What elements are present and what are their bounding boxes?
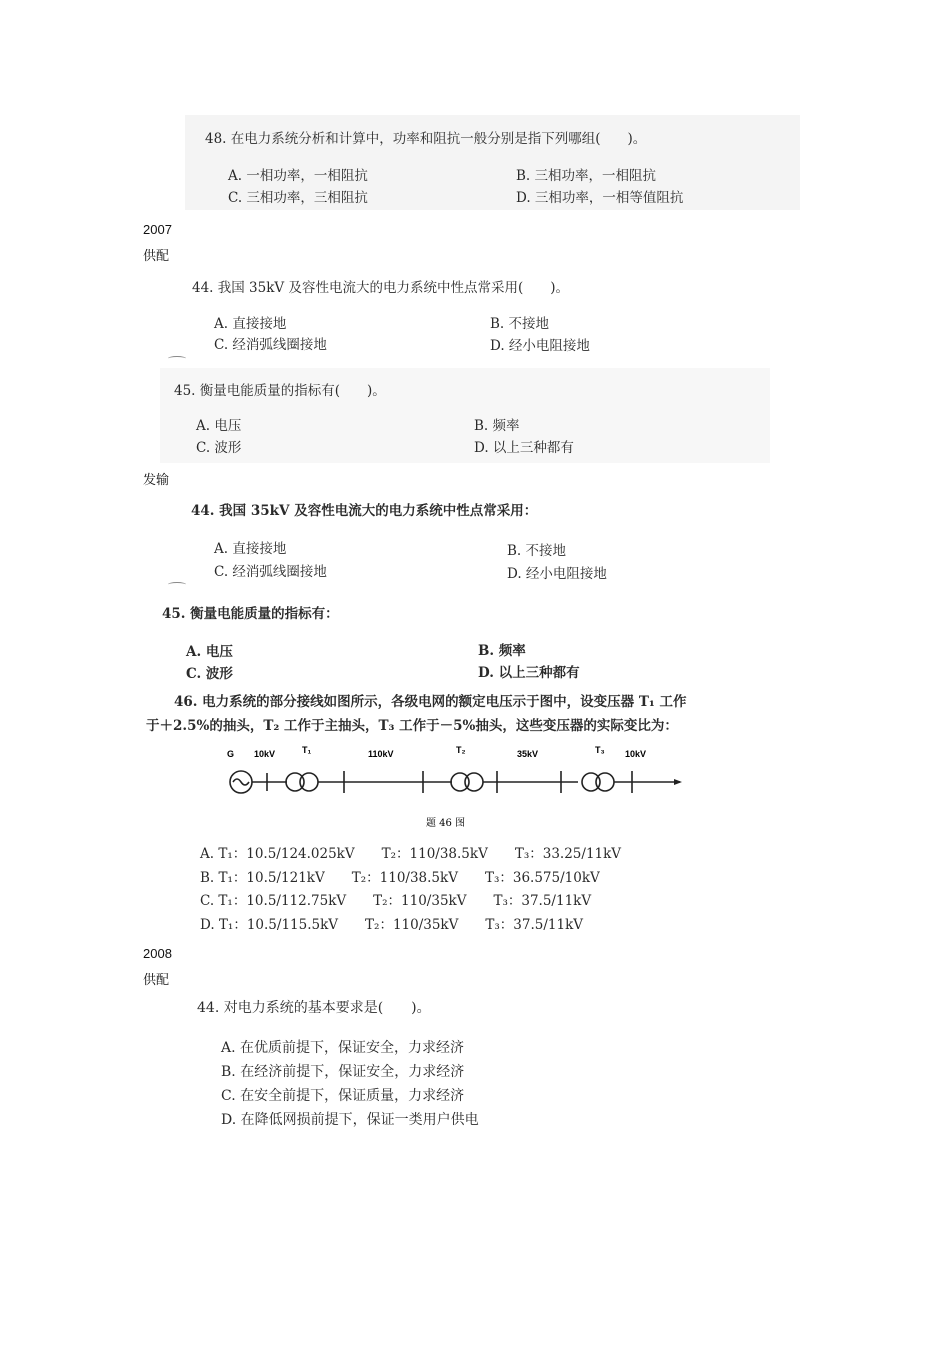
transformer-t1-winding — [300, 773, 318, 791]
question-45: 45. 衡量电能质量的指标有( )。 — [174, 383, 386, 399]
option-b: B. 频率 — [478, 643, 526, 659]
option-d: D. 经小电阻接地 — [490, 338, 590, 354]
question-45: 45. 衡量电能质量的指标有： — [162, 606, 339, 622]
transformer-t2-label: T₂ — [456, 745, 466, 755]
transformer-t3-winding — [596, 773, 614, 791]
option-b: B. 不接地 — [490, 316, 550, 332]
section-label: 供配 — [143, 972, 170, 987]
year-label: 2007 — [143, 222, 172, 237]
question-44: 44. 我国 35kV 及容性电流大的电力系统中性点常采用： — [191, 503, 538, 519]
option-a: A. 电压 — [196, 418, 242, 434]
option-d: D. 经小电阻接地 — [507, 566, 607, 582]
transformer-t1-label: T₁ — [302, 745, 312, 755]
option-a: A. 电压 — [186, 644, 233, 660]
option-c: C. 经消弧线圈接地 — [214, 337, 327, 353]
option-d: D. 在降低网损前提下，保证一类用户供电 — [221, 1112, 479, 1128]
option-a: A. T₁：10.5/124.025kV T₂：110/38.5kV T₃：33.25/11kV — [200, 846, 622, 862]
option-c: C. 波形 — [186, 666, 233, 682]
transformer-t3-winding — [582, 773, 600, 791]
voltage-label-110kv: 110kV — [368, 749, 394, 759]
transformer-t3-label: T₃ — [595, 745, 605, 755]
option-a: A. 一相功率，一相阻抗 — [228, 168, 368, 184]
voltage-label-10kv: 10kV — [254, 749, 276, 759]
option-d: D. 三相功率，一相等值阻抗 — [516, 190, 684, 206]
option-b: B. 频率 — [474, 418, 520, 434]
option-a: A. 直接接地 — [214, 541, 287, 557]
year-label: 2008 — [143, 946, 172, 961]
option-b: B. 在经济前提下，保证安全，力求经济 — [221, 1064, 465, 1080]
generator-sine-icon — [233, 779, 249, 785]
option-a: A. 在优质前提下，保证安全，力求经济 — [221, 1040, 465, 1056]
option-c: C. 经消弧线圈接地 — [214, 564, 327, 580]
question-44: 44. 我国 35kV 及容性电流大的电力系统中性点常采用( )。 — [192, 280, 569, 296]
arrow-icon — [674, 779, 682, 785]
section-label: 发输 — [143, 472, 170, 487]
option-b: B. 不接地 — [507, 543, 567, 559]
option-b: B. T₁：10.5/121kV T₂：110/38.5kV T₃：36.575/10kV — [200, 870, 600, 886]
option-d: D. 以上三种都有 — [478, 665, 580, 681]
transformer-t2-winding — [451, 773, 469, 791]
voltage-label-35kv: 35kV — [517, 749, 539, 759]
question-46-line1: 46. 电力系统的部分接线如图所示，各级电网的额定电压示于图中，设变压器 T₁ 工作 — [174, 694, 687, 710]
wiring-diagram — [220, 742, 690, 832]
figure-caption: 题 46 图 — [426, 818, 466, 829]
option-c: C. 三相功率，三相阻抗 — [228, 190, 368, 206]
scan-mark — [168, 582, 186, 587]
voltage-label-10kv-out: 10kV — [625, 749, 647, 759]
option-a: A. 直接接地 — [214, 316, 287, 332]
scan-mark — [168, 356, 186, 361]
option-b: B. 三相功率，一相阻抗 — [516, 168, 657, 184]
option-d: D. 以上三种都有 — [474, 440, 574, 456]
option-c: C. T₁：10.5/112.75kV T₂：110/35kV T₃：37.5/11kV — [200, 893, 592, 909]
question-44: 44. 对电力系统的基本要求是( )。 — [197, 1000, 431, 1016]
transformer-t1-winding — [286, 773, 304, 791]
option-d: D. T₁：10.5/115.5kV T₂：110/35kV T₃：37.5/11kV — [200, 917, 583, 933]
section-label: 供配 — [143, 248, 170, 263]
option-c: C. 波形 — [196, 440, 242, 456]
option-c: C. 在安全前提下，保证质量，力求经济 — [221, 1088, 465, 1104]
transformer-t2-winding — [465, 773, 483, 791]
question-46-line2: 于＋2.5%的抽头，T₂ 工作于主抽头，T₃ 工作于－5%抽头，这些变压器的实际变比为： — [146, 718, 678, 734]
question-48: 48. 在电力系统分析和计算中，功率和阻抗一般分别是指下列哪组( )。 — [205, 131, 647, 147]
generator-label: G — [227, 749, 235, 759]
